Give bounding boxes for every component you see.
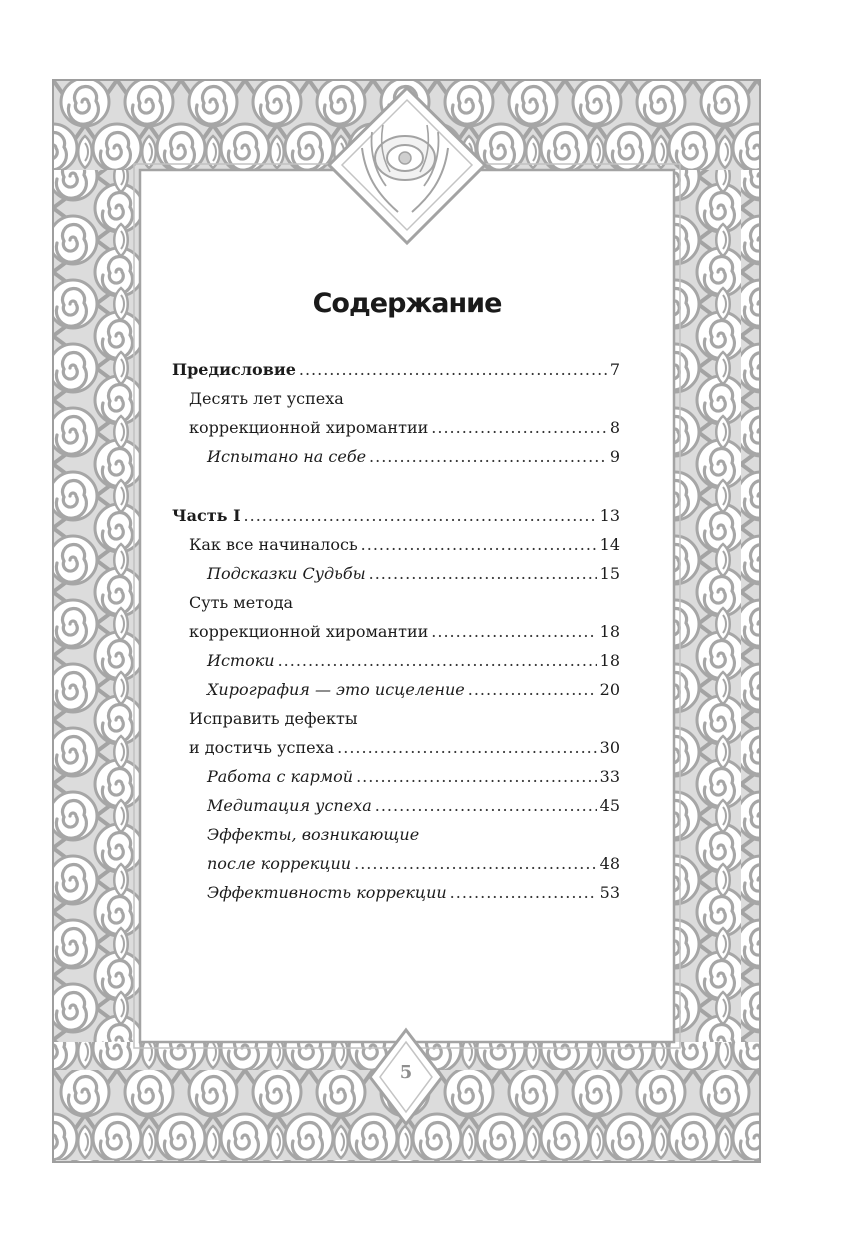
toc-entry-page: 7 — [609, 360, 620, 379]
toc-entry[interactable] — [189, 733, 620, 762]
toc-entry-title: Часть I — [172, 506, 241, 525]
toc-entry-title: коррекционной хиромантии — [189, 418, 429, 437]
toc-entry-title: Эффекты, возникающие — [207, 825, 420, 844]
toc-entry[interactable] — [172, 355, 620, 384]
toc-entry-title: Испытано на себе — [207, 447, 367, 466]
dot-leader — [450, 878, 597, 907]
page-number: 5 — [399, 1062, 413, 1083]
toc-entry-title: Эффективность коррекции — [207, 883, 447, 902]
toc-entry-title: Исправить дефекты — [189, 709, 358, 728]
toc-entry-page: 18 — [599, 651, 620, 670]
toc-entry[interactable] — [207, 820, 620, 849]
page-title: Содержание — [312, 288, 502, 319]
toc-entry[interactable] — [207, 878, 620, 907]
toc-entry[interactable] — [189, 588, 620, 617]
toc-entry-title: Медитация успеха — [207, 796, 372, 815]
dot-leader — [468, 675, 597, 704]
toc-entry-title: и достичь успеха — [189, 738, 335, 757]
dot-leader — [369, 442, 607, 471]
toc-entry-page: 20 — [599, 680, 620, 699]
toc-entry-page: 9 — [609, 447, 620, 466]
toc-entry[interactable] — [189, 384, 620, 413]
toc-entry-title: Подсказки Судьбы — [207, 564, 366, 583]
toc-entry-page: 53 — [599, 883, 620, 902]
toc-entry[interactable] — [189, 530, 620, 559]
toc-entry-title: Десять лет успеха — [189, 389, 344, 408]
dot-leader — [356, 762, 597, 791]
toc-entry-page: 14 — [599, 535, 620, 554]
dot-leader — [375, 791, 597, 820]
toc-entry-title: Работа с кармой — [207, 767, 354, 786]
toc-entry[interactable] — [189, 617, 620, 646]
toc-entry-page: 45 — [599, 796, 620, 815]
toc-entry[interactable] — [207, 646, 620, 675]
table-of-contents — [140, 170, 674, 1042]
toc-entry-title: Предисловие — [172, 360, 296, 379]
toc-entry-title: коррекционной хиромантии — [189, 622, 429, 641]
toc-entry[interactable] — [207, 849, 620, 878]
dot-leader — [431, 413, 607, 442]
dot-leader — [299, 355, 607, 384]
dot-leader — [278, 646, 597, 675]
toc-entry-title: после коррекции — [207, 854, 352, 873]
toc-entry-page: 15 — [599, 564, 620, 583]
toc-entry[interactable] — [172, 501, 620, 530]
toc-entry-title: Истоки — [207, 651, 275, 670]
toc-entry[interactable] — [207, 762, 620, 791]
dot-leader — [431, 617, 596, 646]
dot-leader — [354, 849, 597, 878]
dot-leader — [337, 733, 596, 762]
toc-entry[interactable] — [189, 704, 620, 733]
toc-entry-title: Суть метода — [189, 593, 294, 612]
dot-leader — [369, 559, 597, 588]
toc-entry-title: Хирография — это исцеление — [207, 680, 465, 699]
toc-entry-page: 13 — [599, 506, 620, 525]
toc-entry-page: 8 — [609, 418, 620, 437]
toc-entry-page: 18 — [599, 622, 620, 641]
toc-entry[interactable] — [207, 442, 620, 471]
dot-leader — [361, 530, 597, 559]
toc-entry-page: 48 — [599, 854, 620, 873]
toc-entry[interactable] — [207, 791, 620, 820]
dot-leader — [244, 501, 597, 530]
toc-entry-title: Как все начиналось — [189, 535, 358, 554]
toc-entry-page: 30 — [599, 738, 620, 757]
toc-entry[interactable] — [207, 559, 620, 588]
toc-entry[interactable] — [189, 413, 620, 442]
toc-entry[interactable] — [207, 675, 620, 704]
toc-entry-page: 33 — [599, 767, 620, 786]
